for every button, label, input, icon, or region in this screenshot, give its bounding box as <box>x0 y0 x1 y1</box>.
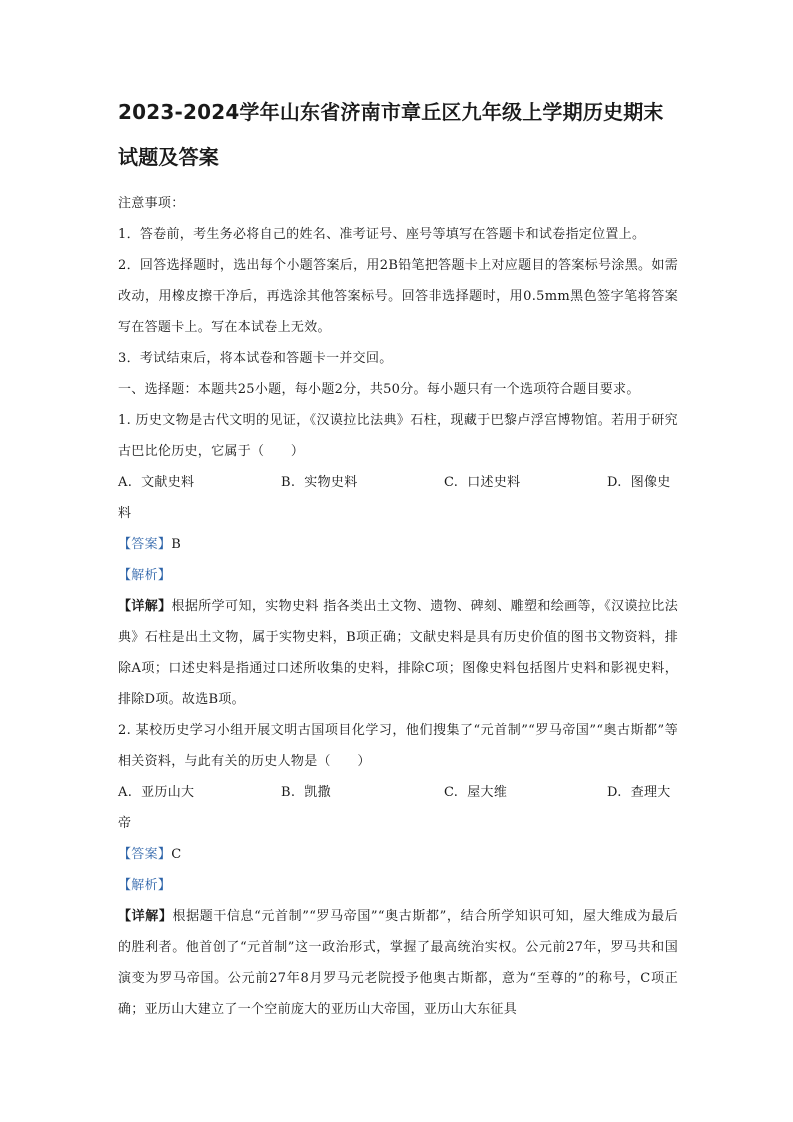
option-label: C. <box>444 785 459 800</box>
option-a <box>118 467 194 498</box>
option-wrap-text: 帝 <box>118 816 132 831</box>
answer-label: 【答案】 <box>118 847 172 862</box>
option-list <box>118 777 678 808</box>
notice-item-3: 3．考试结束后，将本试卷和答题卡一并交回。 <box>118 351 393 366</box>
option-text: 亚历山大 <box>141 785 195 800</box>
detail-label: 【详解】 <box>118 599 172 614</box>
option-d <box>607 467 671 498</box>
option-d <box>607 777 671 808</box>
option-c <box>444 467 520 498</box>
detail-text: 根据所学可知，实物史料 指各类出土文物、遗物、碑刻、雕塑和绘画等，《汉谟拉比法典》石柱是出土文物，属于实物史料，B项正确；文献史料是具有历史价值的图书文物资料，排除A项；口述史料是指通过口述所收集的史料，排除C项；图像史料包括图片史料和影视史料，排除D项。故选B项。 <box>118 599 678 707</box>
option-text: 屋大维 <box>467 785 508 800</box>
notice-heading: 注意事项： <box>118 196 185 211</box>
question-2 <box>118 715 678 1025</box>
question-1 <box>118 405 678 715</box>
option-text: 凯撒 <box>304 785 331 800</box>
document-page <box>118 96 678 1025</box>
answer-line <box>118 839 678 870</box>
analysis-label: 【解析】 <box>118 878 172 893</box>
answer-label: 【答案】 <box>118 537 172 552</box>
detail-paragraph <box>118 591 678 715</box>
option-list <box>118 467 678 498</box>
option-a <box>118 777 194 808</box>
document-body <box>118 188 678 1025</box>
option-label: D. <box>607 475 622 490</box>
option-label: B. <box>281 785 296 800</box>
question-stem: 1. 历史文物是古代文明的见证，《汉谟拉比法典》石柱，现藏于巴黎卢浮宫博物馆。若用于研究古巴比伦历史，它属于（ ） <box>118 413 678 459</box>
option-text: 图像史 <box>630 475 671 490</box>
option-label: D. <box>607 785 622 800</box>
option-label: B. <box>281 475 296 490</box>
detail-label: 【详解】 <box>118 909 173 924</box>
option-text: 口述史料 <box>467 475 521 490</box>
option-b <box>281 467 358 498</box>
option-text: 文献史料 <box>141 475 195 490</box>
answer-value: C <box>171 847 182 862</box>
question-stem: 2. 某校历史学习小组开展文明古国项目化学习，他们搜集了“元首制”“罗马帝国”“奥古斯都”等相关资料，与此有关的历史人物是（ ） <box>118 723 678 769</box>
document-title <box>118 96 678 173</box>
option-label: A. <box>118 785 133 800</box>
title-line-1: 2023-2024学年山东省济南市章丘区九年级上学期历史期末 <box>118 100 664 124</box>
option-b <box>281 777 331 808</box>
analysis-label: 【解析】 <box>118 568 172 583</box>
option-wrap-text: 料 <box>118 506 132 521</box>
section-heading: 一、选择题：本题共25小题，每小题2分，共50分。每小题只有一个选项符合题目要求。 <box>118 382 640 397</box>
notice-item-2: 2．回答选择题时，选出每个小题答案后，用2B铅笔把答题卡上对应题目的答案标号涂黑。如需改动，用橡皮擦干净后，再选涂其他答案标号。回答非选择题时，用0.5mm黑色签字笔将答案写在答题卡上。写在本试卷上无效。 <box>118 258 678 335</box>
title-line-2: 试题及答案 <box>118 145 219 169</box>
option-text: 实物史料 <box>304 475 358 490</box>
answer-line <box>118 529 678 560</box>
option-label: A. <box>118 475 133 490</box>
option-text: 查理大 <box>630 785 671 800</box>
option-label: C. <box>444 475 459 490</box>
answer-value: B <box>171 537 182 552</box>
detail-text: 根据题干信息“元首制”“罗马帝国”“奥古斯都”，结合所学知识可知，屋大维成为最后的胜利者。他首创了“元首制”这一政治形式，掌握了最高统治实权。公元前27年，罗马共和国演变为罗马帝国。公元前27年8月罗马元老院授予他奥古斯都，意为“至尊的”的称号，C项正确；亚历山大建立了一个空前庞大的亚历山大帝国，亚历山大东征具 <box>118 909 678 1017</box>
option-c <box>444 777 507 808</box>
detail-paragraph <box>118 901 678 1025</box>
notice-item-1: 1．答卷前，考生务必将自己的姓名、准考证号、座号等填写在答题卡和试卷指定位置上。 <box>118 227 646 242</box>
